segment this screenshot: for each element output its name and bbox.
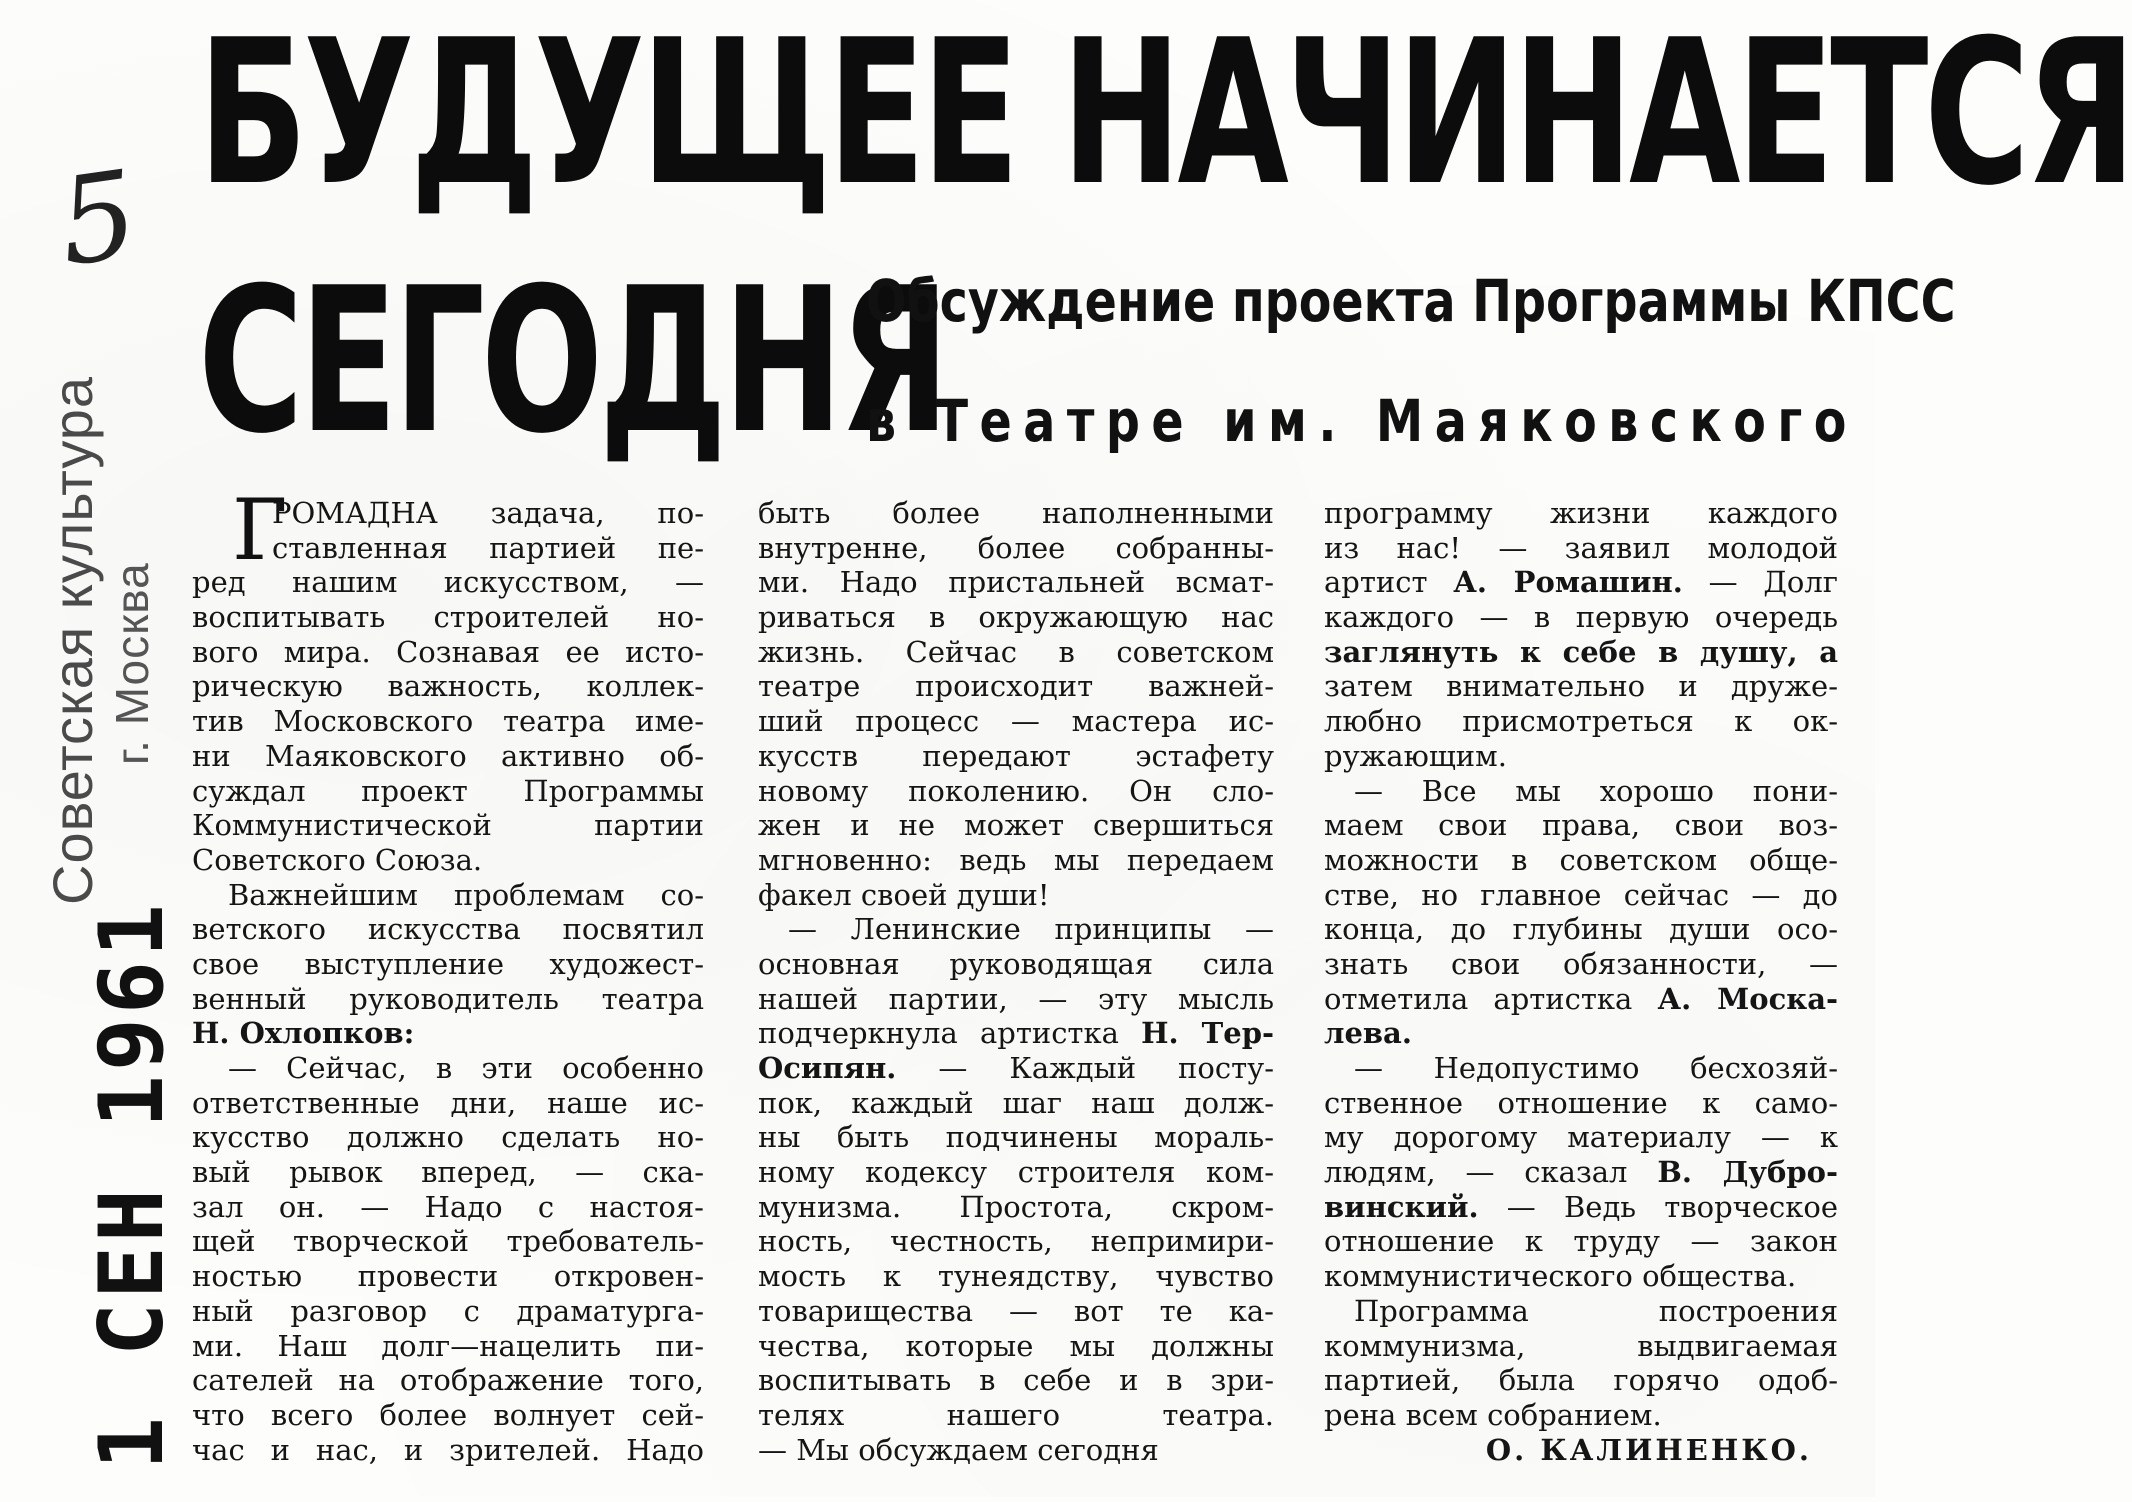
text-line: вый рывок вперед, — ска- [192,1155,704,1190]
subheadline-line-1: Обсуждение проекта Программы КПСС [866,267,1956,335]
text-line: знать свои обязанности, — [1324,946,1838,981]
text-line: можности в советском обще- [1324,842,1838,877]
text-line: отношение к труду — закон [1324,1224,1838,1259]
text-line: артист А. Ромашин. — Долг [1324,565,1839,600]
text-line: ред нашим искусством, — [192,565,704,600]
article-column-2 [758,496,1274,1502]
text-line: сателей на отображение того, [192,1363,704,1398]
text-line: щей творческой требователь- [192,1224,704,1259]
text-line: мость к тунеядству, чувство [758,1259,1274,1294]
text-line: ответственные дни, наше ис- [192,1085,704,1120]
text-line: мгновенно: ведь мы передаем [758,842,1274,877]
text-line: новому поколению. Он сло- [758,773,1274,808]
source-stamp [10,375,170,905]
text-line: жен и не может свершиться [758,808,1274,843]
text-line: Н. Охлопков: [192,1016,415,1051]
text-line: — Ленинские принципы — [788,912,1274,947]
text-line: ставленная партией пе- [272,530,704,565]
text-line: партией, была горячо одоб- [1324,1363,1838,1398]
text-line: жизнь. Сейчас в советском [758,634,1274,669]
text-line: — Все мы хорошо пони- [1354,773,1838,808]
text-line: ный разговор с драматурга- [192,1293,704,1328]
text-line: внутренне, более собранны- [758,530,1274,565]
text-line: лева. [1324,1016,1412,1051]
text-line: театре происходит важней- [758,669,1274,704]
text-line: рена всем собранием. [1324,1397,1662,1432]
text-line [758,1467,1274,1502]
text-line: ственное отношение к само- [1324,1085,1838,1120]
text-line: воспитывать строителей но- [192,600,704,635]
text-line: затем внимательно и друже- [1324,669,1838,704]
article-column-3 [1324,496,1838,1467]
text-line: чества, которые мы должны [758,1328,1274,1363]
text-line: ны быть подчинены мораль- [758,1120,1274,1155]
text-line: воспитывать в себе и в зри- [758,1363,1274,1398]
text-line: — Сейчас, в эти особенно [228,1051,704,1085]
text-line: из нас! — заявил молодой [1324,530,1838,565]
source-newspaper: Советская культура [41,375,104,905]
text-line: Осипян. — Каждый посту- [758,1051,1274,1085]
text-line: ность, честность, непримири- [758,1224,1274,1259]
text-line: мунизма. Простота, скром- [758,1189,1274,1224]
text-line: факел своей души! [758,877,1050,912]
text-line: винский. — Ведь творческое [1324,1189,1838,1224]
handwritten-page-number: 5 [50,145,146,294]
text-line: ружающим. [1324,738,1507,773]
text-line: Важнейшим проблемам со- [228,877,704,912]
article-column-1 [192,496,704,1502]
text-line: что всего более волнует сей- [192,1397,704,1432]
text-line: ному кодексу строителя ком- [758,1155,1274,1190]
text-line: кусств передают эстафету [758,738,1274,773]
text-line: ми. Надо пристальней всмат- [758,565,1274,600]
text-line: суждал проект Программы [192,773,704,808]
subheadline-line-2: в Театре им. Маяковского [866,387,1858,455]
text-line [192,1467,704,1502]
text-line: быть более наполненными [758,496,1274,530]
text-line: кусство должно сделать но- [192,1120,704,1155]
drop-cap: Г [232,481,288,579]
text-line: свое выступление художест- [192,946,704,981]
text-line: Программа построения [1354,1293,1838,1328]
text-line: — Недопустимо бесхозяй- [1354,1051,1838,1085]
text-line: РОМАДНА задача, по- [272,496,704,530]
text-line: час и нас, и зрителей. Надо [192,1432,704,1467]
text-line: ший процесс — мастера ис- [758,704,1274,739]
text-line: основная руководящая сила [758,946,1274,981]
text-line: му дорогому материалу — к [1324,1120,1838,1155]
text-line: Коммунистической партии [192,808,704,843]
text-line: маем свои права, свои воз- [1324,808,1838,843]
article-author: О. КАЛИНЕНКО. [1485,1432,1812,1467]
text-line: ни Маяковского активно об- [192,738,704,773]
date-stamp: 1 СЕН 1961 [80,900,183,1470]
text-line: пок, каждый шаг наш долж- [758,1085,1274,1120]
text-line: вого мира. Сознавая ее исто- [192,634,704,669]
text-line: людям, — сказал В. Дубро- [1324,1155,1838,1190]
text-line: товарищества — вот те ка- [758,1293,1274,1328]
text-line: ностью провести откровен- [192,1259,704,1294]
text-line: риваться в окружающую нас [758,600,1274,635]
text-line: программу жизни каждого [1324,496,1838,530]
text-line: рическую важность, коллек- [192,669,704,704]
text-line: каждого — в первую очередь [1324,600,1838,635]
text-line: венный руководитель театра [192,981,704,1016]
text-line: ми. Наш долг—нацелить пи- [192,1328,704,1363]
text-line: коммунизма, выдвигаемая [1324,1328,1838,1363]
text-line: ветского искусства посвятил [192,912,704,947]
text-line: нашей партии, — эту мысль [758,981,1274,1016]
headline-line-2: СЕГОДНЯ [198,245,946,478]
text-line: зал он. — Надо с настоя- [192,1189,704,1224]
text-line: — Мы обсуждаем сегодня [758,1432,1159,1467]
text-line: подчеркнула артистка Н. Тер- [758,1016,1275,1051]
text-line: Советского Союза. [192,842,483,877]
text-line: конца, до глубины души осо- [1324,912,1838,947]
text-line: заглянуть к себе в душу, а [1324,634,1838,669]
text-line: телях нашего театра. [758,1397,1274,1432]
text-line: тив Московского театра име- [192,704,704,739]
source-city: г. Москва [106,562,158,765]
text-line: стве, но главное сейчас — до [1324,877,1838,912]
text-line: коммунистического общества. [1324,1259,1797,1294]
text-line: отметила артистка А. Москa- [1324,981,1839,1016]
text-line: любно присмотреться к ок- [1324,704,1838,739]
headline-line-1: БУДУЩЕЕ НАЧИНАЕТСЯ [198,0,2132,230]
